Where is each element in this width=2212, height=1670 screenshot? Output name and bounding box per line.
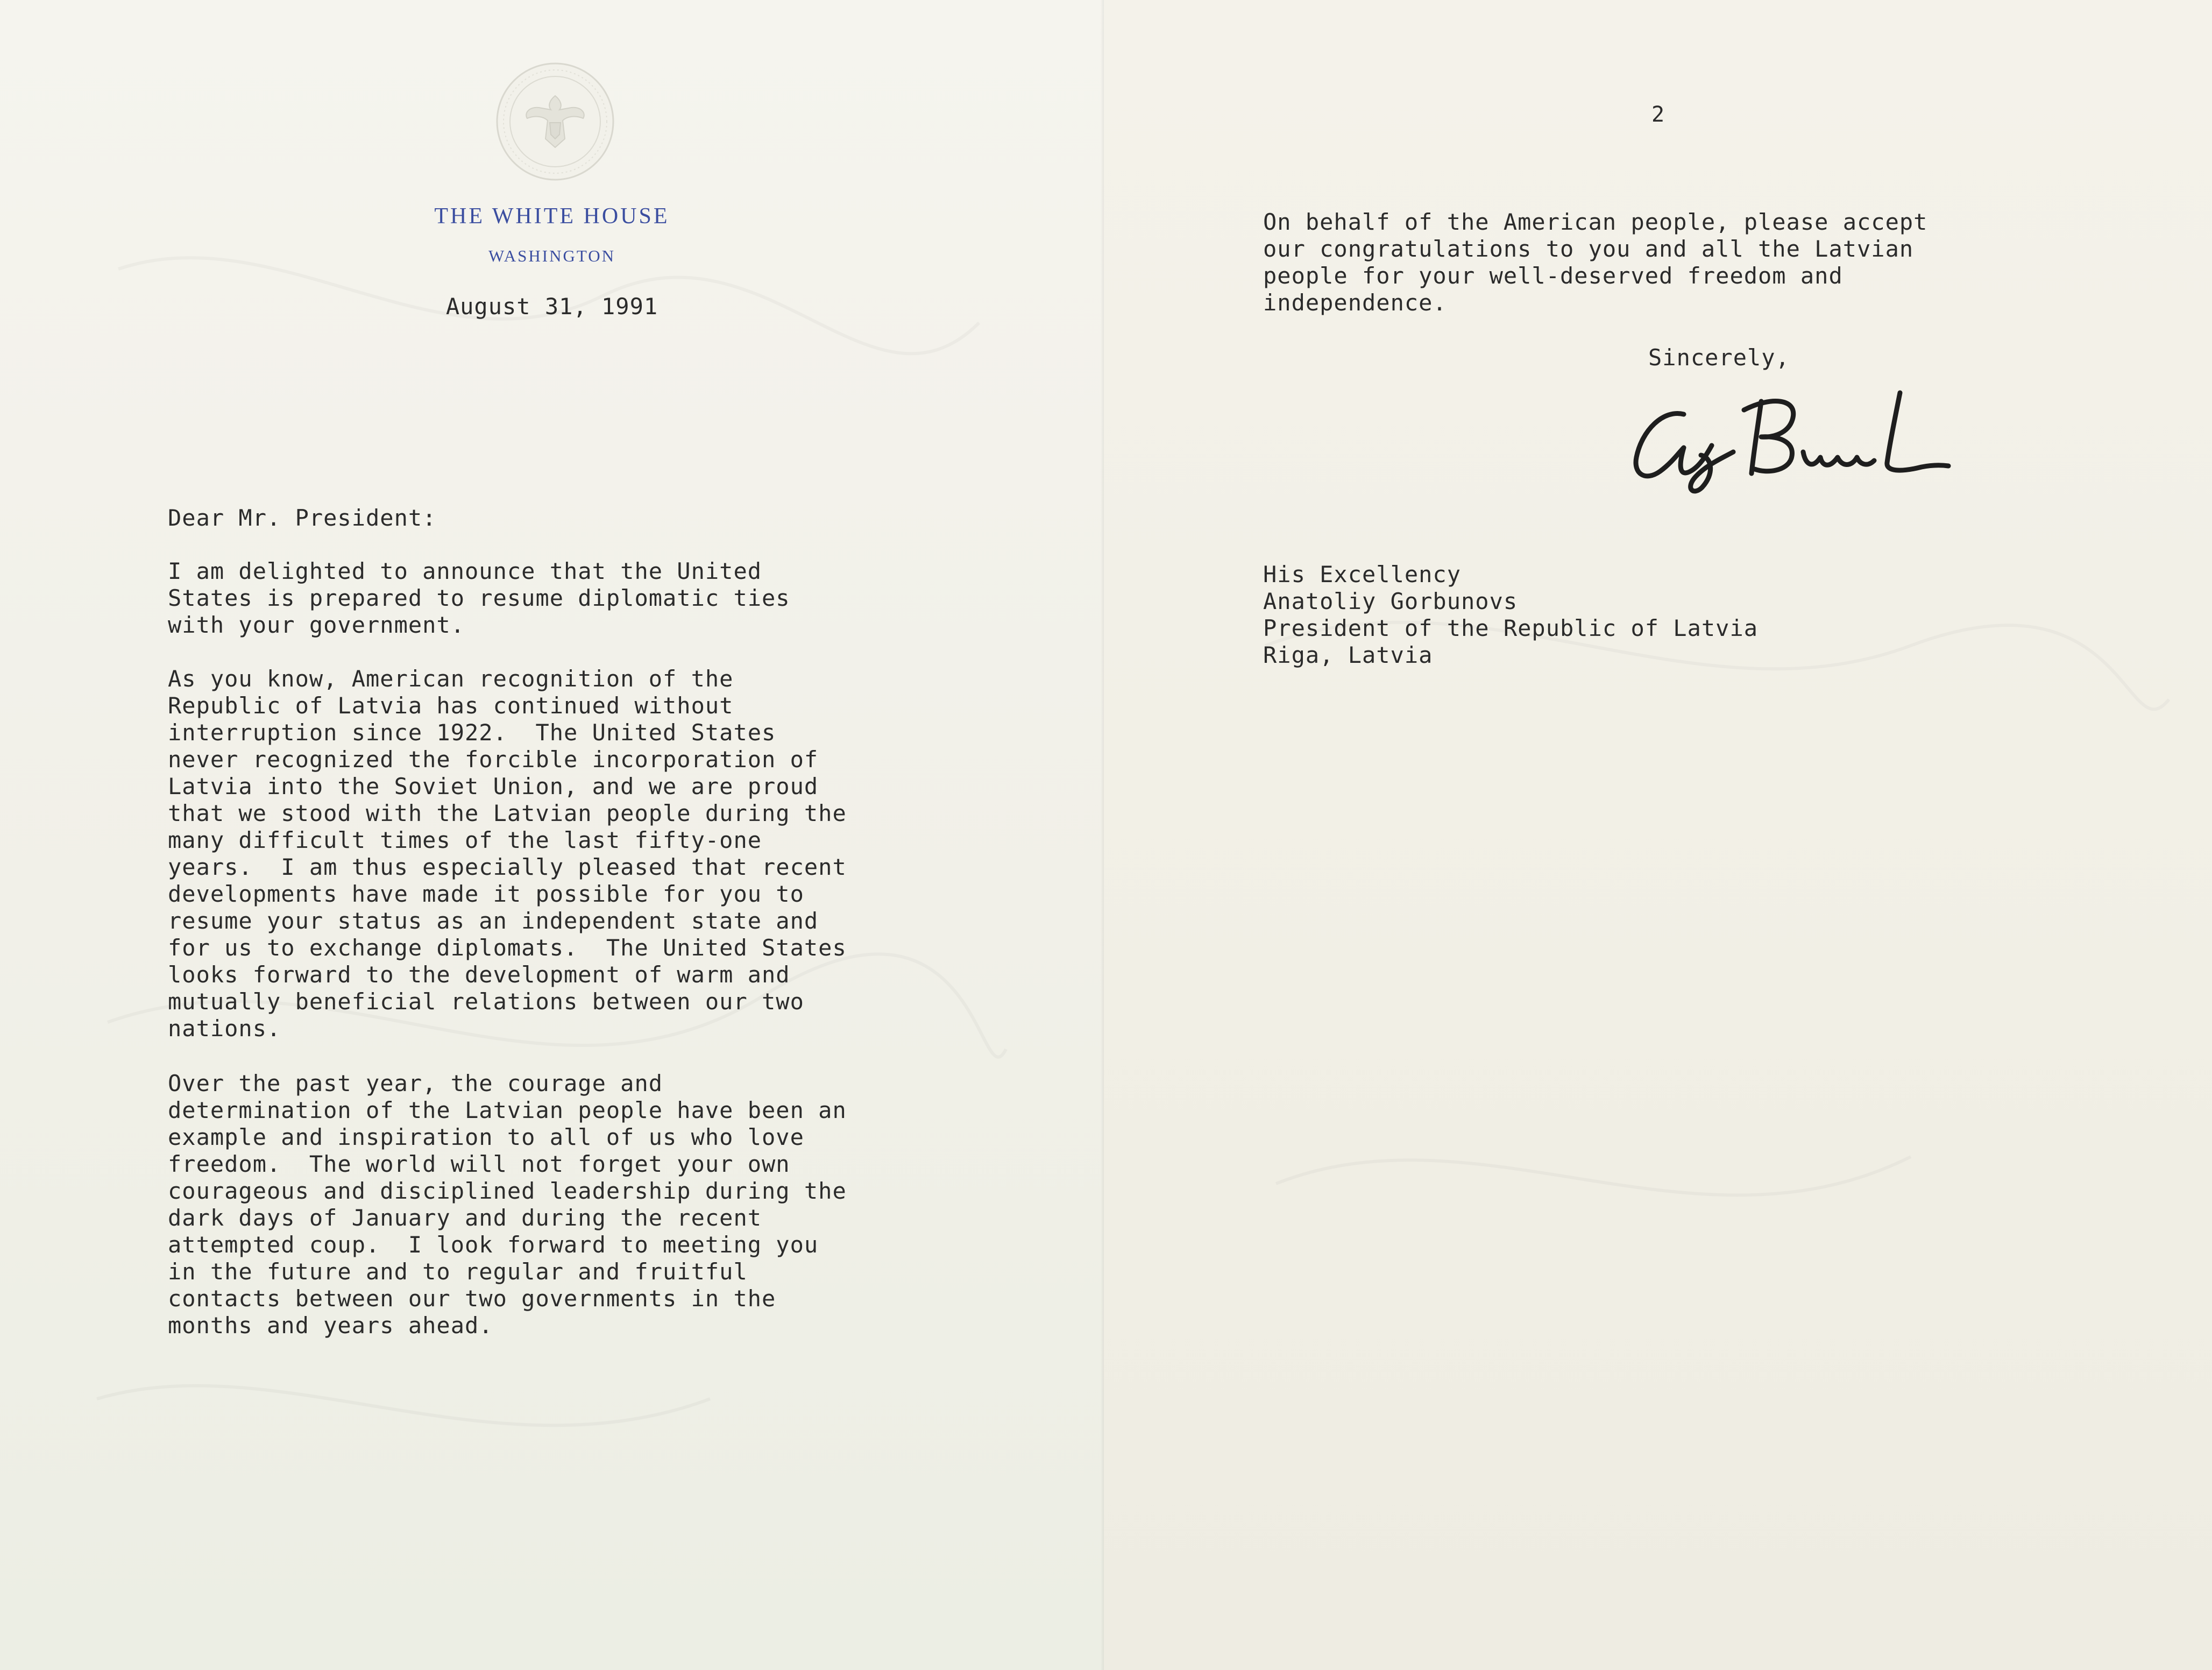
addressee-line: His Excellency bbox=[1263, 561, 1462, 588]
salutation: Dear Mr. President: bbox=[168, 505, 437, 531]
page-number: 2 bbox=[1651, 102, 1665, 127]
presidential-seal-icon bbox=[492, 58, 619, 185]
paragraph-4: On behalf of the American people, please accept our congratulations to you and all the Latvian people for your well-deserved freedom and independence. bbox=[1263, 209, 1928, 316]
paragraph-2: As you know, American recognition of the Republic of Latvia has continued without interruption since 1922. The United States never recognized the forcible incorporation of Latvia into the Soviet Union, and we are proud that we stood with the Latvian people during the many difficult times of the last fifty-one years. I am thus especially pleased that recent developments have made it possible for you to resume your status as an independent state and for us to exchange diplomats. The United States looks forward to the development of warm and mutually beneficial relations between our two nations. bbox=[168, 666, 847, 1042]
letterhead-subtitle: WASHINGTON bbox=[488, 246, 616, 265]
closing: Sincerely, bbox=[1648, 344, 1790, 371]
letterhead-title: THE WHITE HOUSE bbox=[434, 204, 670, 229]
paragraph-3: Over the past year, the courage and determination of the Latvian people have been an example and inspiration to all of us who love freedom. The world will not forget your own courageous and disciplined leadership during the dark days of January and during the recent attempted coup. I look forward to meeting you in the future and to regular and fruitful contacts between our two governments in the months and years ahead. bbox=[168, 1070, 847, 1339]
letter-page-1 bbox=[0, 0, 1104, 1670]
letter-page-2 bbox=[1104, 0, 2212, 1670]
paragraph-1: I am delighted to announce that the United States is prepared to resume diplomatic ties with your government. bbox=[168, 558, 790, 638]
addressee-line: President of the Republic of Latvia bbox=[1263, 615, 1759, 641]
addressee-line: Anatoliy Gorbunovs bbox=[1263, 588, 1518, 614]
addressee-line: Riga, Latvia bbox=[1263, 642, 1433, 668]
signature-icon bbox=[1620, 377, 1954, 500]
addressee-block bbox=[1263, 561, 1758, 669]
letter-date: August 31, 1991 bbox=[445, 293, 658, 320]
